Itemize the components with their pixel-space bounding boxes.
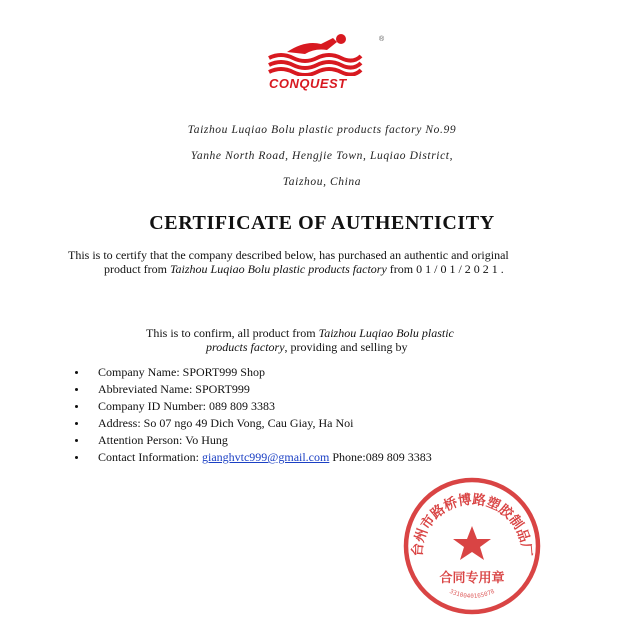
factory-name: Taizhou Luqiao Bolu plastic products factory bbox=[169, 262, 387, 276]
factory-name: products factory bbox=[206, 340, 285, 354]
list-item: Company ID Number: 089 809 3383 bbox=[74, 398, 432, 415]
list-item: Company Name: SPORT999 Shop bbox=[74, 364, 432, 381]
address-line-1: Taizhou Luqiao Bolu plastic products factory No.99 bbox=[187, 124, 457, 136]
certificate-title: CERTIFICATE OF AUTHENTICITY bbox=[149, 212, 495, 234]
list-item: Address: So 07 ngo 49 Dich Vong, Cau Giay, Ha Noi bbox=[74, 415, 432, 432]
brand-wordmark: CONQUEST bbox=[269, 76, 347, 91]
svg-text:台州市路桥博路塑胶制品厂: 台州市路桥博路塑胶制品厂 bbox=[409, 491, 535, 558]
list-item: Abbreviated Name: SPORT999 bbox=[74, 381, 432, 398]
address-line-3: Taizhou, China bbox=[282, 176, 362, 188]
phone-number: 089 809 3383 bbox=[365, 450, 432, 464]
svg-text:合同专用章: 合同专用章 bbox=[439, 571, 505, 586]
company-details-list bbox=[74, 364, 432, 466]
certify-line-2: product from Taizhou Luqiao Bolu plastic products factory from 0 1 / 0 1 / 2 0 2 1 . bbox=[104, 262, 504, 276]
brand-logo bbox=[255, 30, 375, 98]
address-line-2: Yanhe North Road, Hengjie Town, Luqiao District, bbox=[190, 150, 454, 162]
list-item-contact: Contact Information: gianghvtc999@gmail.com Phone:089 809 3383 bbox=[74, 449, 432, 466]
email-link[interactable]: gianghvtc999@gmail.com bbox=[201, 450, 330, 464]
svg-text:3310040165078: 3310040165078 bbox=[448, 587, 496, 600]
purchase-date: 0 1 / 0 1 / 2 0 2 1 bbox=[416, 262, 498, 276]
company-seal bbox=[402, 476, 542, 616]
factory-name: Taizhou Luqiao Bolu plastic bbox=[318, 326, 454, 340]
confirm-line-2: products factory, providing and selling by bbox=[206, 340, 408, 354]
swimmer-icon bbox=[265, 30, 365, 76]
certify-line-1: This is to certify that the company described below, has purchased an authentic and original bbox=[68, 248, 509, 262]
confirm-line-1: This is to confirm, all product from Taizhou Luqiao Bolu plastic bbox=[146, 326, 454, 340]
registered-mark: ® bbox=[379, 36, 385, 43]
list-item: Attention Person: Vo Hung bbox=[74, 432, 432, 449]
